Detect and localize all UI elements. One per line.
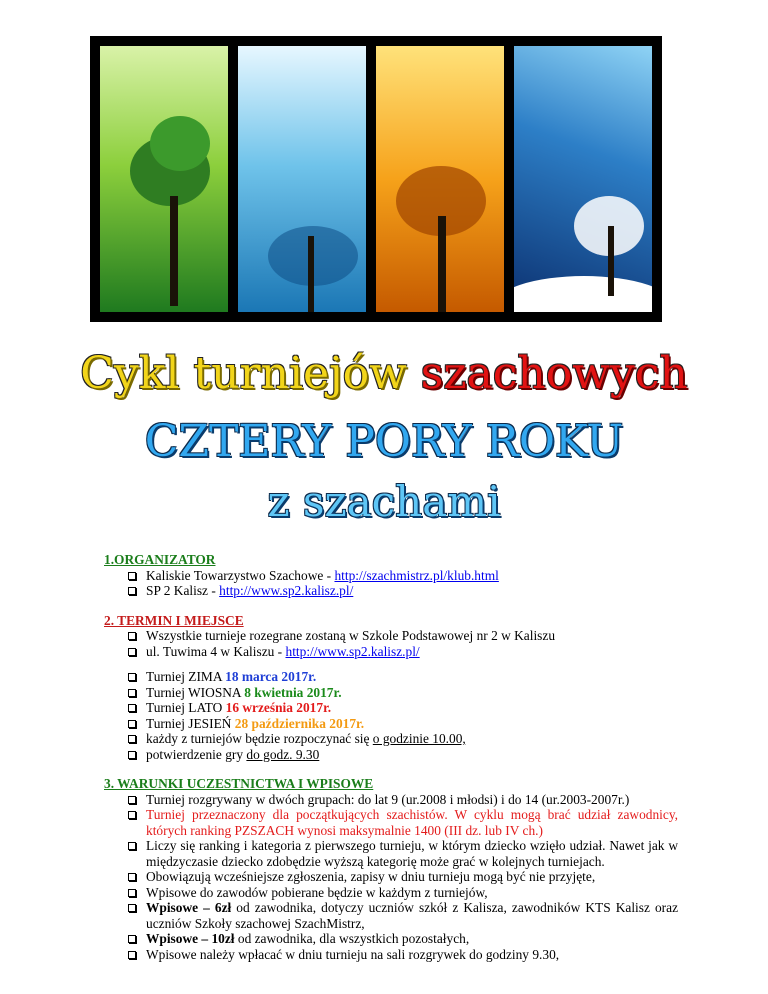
winter-panel [514,46,652,312]
list-item: Turniej LATO 16 września 2017r. [128,700,678,716]
title-line-3: z szachami [267,477,501,526]
date-lato: 16 września 2017r. [225,700,332,715]
date-jesien: 28 października 2017r. [234,715,365,731]
list-item: Liczy się ranking i kategoria z pierwszego turnieju, w którym dziecko wzięło udział. Nawet jak w międzyczasie dziecko zdobędzie wyższą kategorię może grać w kolejnych turniejach. [128,838,678,869]
title-line-1 [0,348,768,400]
list-item: Wpisowe – 6zł od zawodnika, dotyczy uczniów szkół z Kalisza, zawodników KTS Kalisz oraz uczniów Szkoły szachowej SzachMistrz, [128,900,678,931]
list-item: Turniej ZIMA 18 marca 2017r. [128,669,678,685]
dates-list [104,669,678,762]
list-item: Turniej JESIEŃ 28 października 2017r. [128,716,678,732]
title-cykl: Cykl turniejów [80,348,407,399]
start-time: o godzinie 10.00, [372,731,466,746]
list-item: Wszystkie turnieje rozegrane zostaną w Szkole Podstawowej nr 2 w Kaliszu [128,628,678,644]
sp2-link[interactable]: http://www.sp2.kalisz.pl/ [219,583,354,598]
organizator-list [104,568,678,599]
document-body [104,552,678,962]
title-line-2: CZTERY PORY ROKU [144,416,624,467]
autumn-panel [376,46,504,312]
list-item: Turniej WIOSNA 8 kwietnia 2017r. [128,685,678,701]
title-szachowych: szachowych [420,348,688,399]
list-item: Kaliskie Towarzystwo Szachowe - http://szachmistrz.pl/klub.html [128,568,678,584]
list-item: Wpisowe do zawodów pobierane będzie w każdym z turniejów, [128,885,678,901]
section-organizator-heading: 1.ORGANIZATOR [104,552,216,567]
four-seasons-banner [90,36,662,322]
list-item: Wpisowe należy wpłacać w dniu turnieju na sali rozgrywek do godziny 9.30, [128,947,678,963]
confirm-time: do godz. 9.30 [246,746,320,762]
list-item: SP 2 Kalisz - http://www.sp2.kalisz.pl/ [128,583,678,599]
date-wiosna: 8 kwietnia 2017r. [244,684,342,700]
list-item: Turniej rozgrywany w dwóch grupach: do lat 9 (ur.2008 i młodsi) i do 14 (ur.2003-2007r.) [128,792,678,808]
summer-panel [238,46,366,312]
list-item: każdy z turniejów będzie rozpoczynać się o godzinie 10.00, [128,731,678,747]
list-item: Obowiązują wcześniejsze zgłoszenia, zapisy w dniu turnieju mogą być nie przyjęte, [128,869,678,885]
termin-list [104,628,678,659]
spring-panel [100,46,228,312]
warunki-list [104,792,678,963]
list-item: potwierdzenie gry do godz. 9.30 [128,747,678,763]
list-item: ul. Tuwima 4 w Kaliszu - http://www.sp2.kalisz.pl/ [128,644,678,660]
kts-link[interactable]: http://szachmistrz.pl/klub.html [334,567,499,583]
list-item: Turniej przeznaczony dla początkujących szachistów. W cyklu mogą brać udział zawodnicy, których ranking PZSZACH wynosi maksymalnie 1400 (III dz. lub IV ch.) [128,807,678,838]
date-zima: 18 marca 2017r. [225,669,317,684]
sp2-link[interactable]: http://www.sp2.kalisz.pl/ [285,643,420,659]
list-item: Wpisowe – 10zł od zawodnika, dla wszystkich pozostałych, [128,931,678,947]
section-termin-heading: 2. TERMIN I MIEJSCE [104,612,244,628]
section-warunki-heading: 3. WARUNKI UCZESTNICTWA I WPISOWE [104,776,374,791]
